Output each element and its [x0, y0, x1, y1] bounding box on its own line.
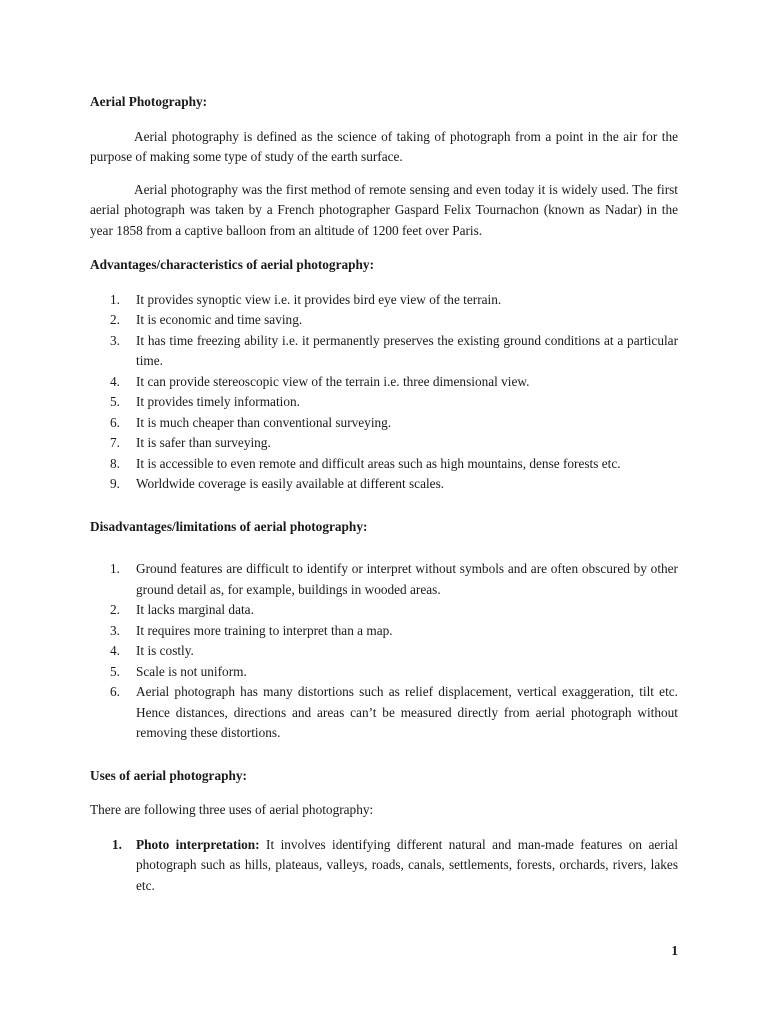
uses-heading: Uses of aerial photography:: [90, 767, 247, 783]
advantages-heading: Advantages/characteristics of aerial photography:: [90, 257, 375, 272]
list-item: 4. It can provide stereoscopic view of the terrain i.e. three dimensional view.: [110, 373, 530, 389]
list-item: 5. Scale is not uniform.: [110, 663, 247, 679]
list-item: 2. It is economic and time saving.: [110, 312, 303, 327]
list-item: 1. Photo interpretation: It involves identifying different natural and man-made features on aerial photograph such as hills, plateaus, valleys, roads, canals, settlements, forests, orchards, rivers, lakes etc.: [112, 836, 678, 893]
uses-intro: There are following three uses of aerial photography:: [90, 802, 374, 817]
disadvantages-heading: Disadvantages/limitations of aerial photography:: [90, 518, 368, 534]
advantages-list: [90, 290, 678, 495]
list-item: 5. It provides timely information.: [110, 394, 300, 409]
uses-list: [90, 835, 678, 897]
page-number: 1: [671, 943, 678, 958]
list-item: 9. Worldwide coverage is easily available at different scales.: [110, 476, 445, 491]
list-item: 6. It is much cheaper than conventional surveying.: [110, 414, 392, 430]
use-term: Photo interpretation:: [136, 836, 260, 852]
main-heading: Aerial Photography:: [90, 94, 208, 109]
list-item: 3. It requires more training to interpret than a map.: [110, 622, 393, 638]
intro-paragraph-2: Aerial photography was the first method of remote sensing and even today it is widely used. The first aerial photograph was taken by a French photographer Gaspard Felix Tournachon (known as Nadar) in the year 1858 from a captive balloon from an altitude of 1200 feet over Paris.: [90, 181, 678, 238]
list-item: 3. It has time freezing ability i.e. it permanently preserves the existing ground conditions at a particular time.: [110, 332, 678, 368]
list-item: 8. It is accessible to even remote and difficult areas such as high mountains, dense forests etc.: [110, 455, 621, 471]
list-item: 1. Ground features are difficult to identify or interpret without symbols and are often obscured by other ground detail as, for example, buildings in wooded areas.: [110, 561, 678, 597]
list-item: 7. It is safer than surveying.: [110, 435, 271, 450]
list-item: 1. It provides synoptic view i.e. it provides bird eye view of the terrain.: [110, 291, 502, 307]
list-item: 4. It is costly.: [110, 643, 194, 658]
list-item: 2. It lacks marginal data.: [110, 602, 254, 617]
list-item: 6. Aerial photograph has many distortions such as relief displacement, vertical exaggeration, tilt etc. Hence distances, directions and areas can’t be measured directly from aerial photograph without removing these distortions.: [110, 684, 678, 740]
disadvantages-list: [90, 559, 678, 744]
intro-paragraph-1: Aerial photography is defined as the science of taking of photograph from a point in the air for the purpose of making some type of study of the earth surface.: [90, 128, 678, 164]
